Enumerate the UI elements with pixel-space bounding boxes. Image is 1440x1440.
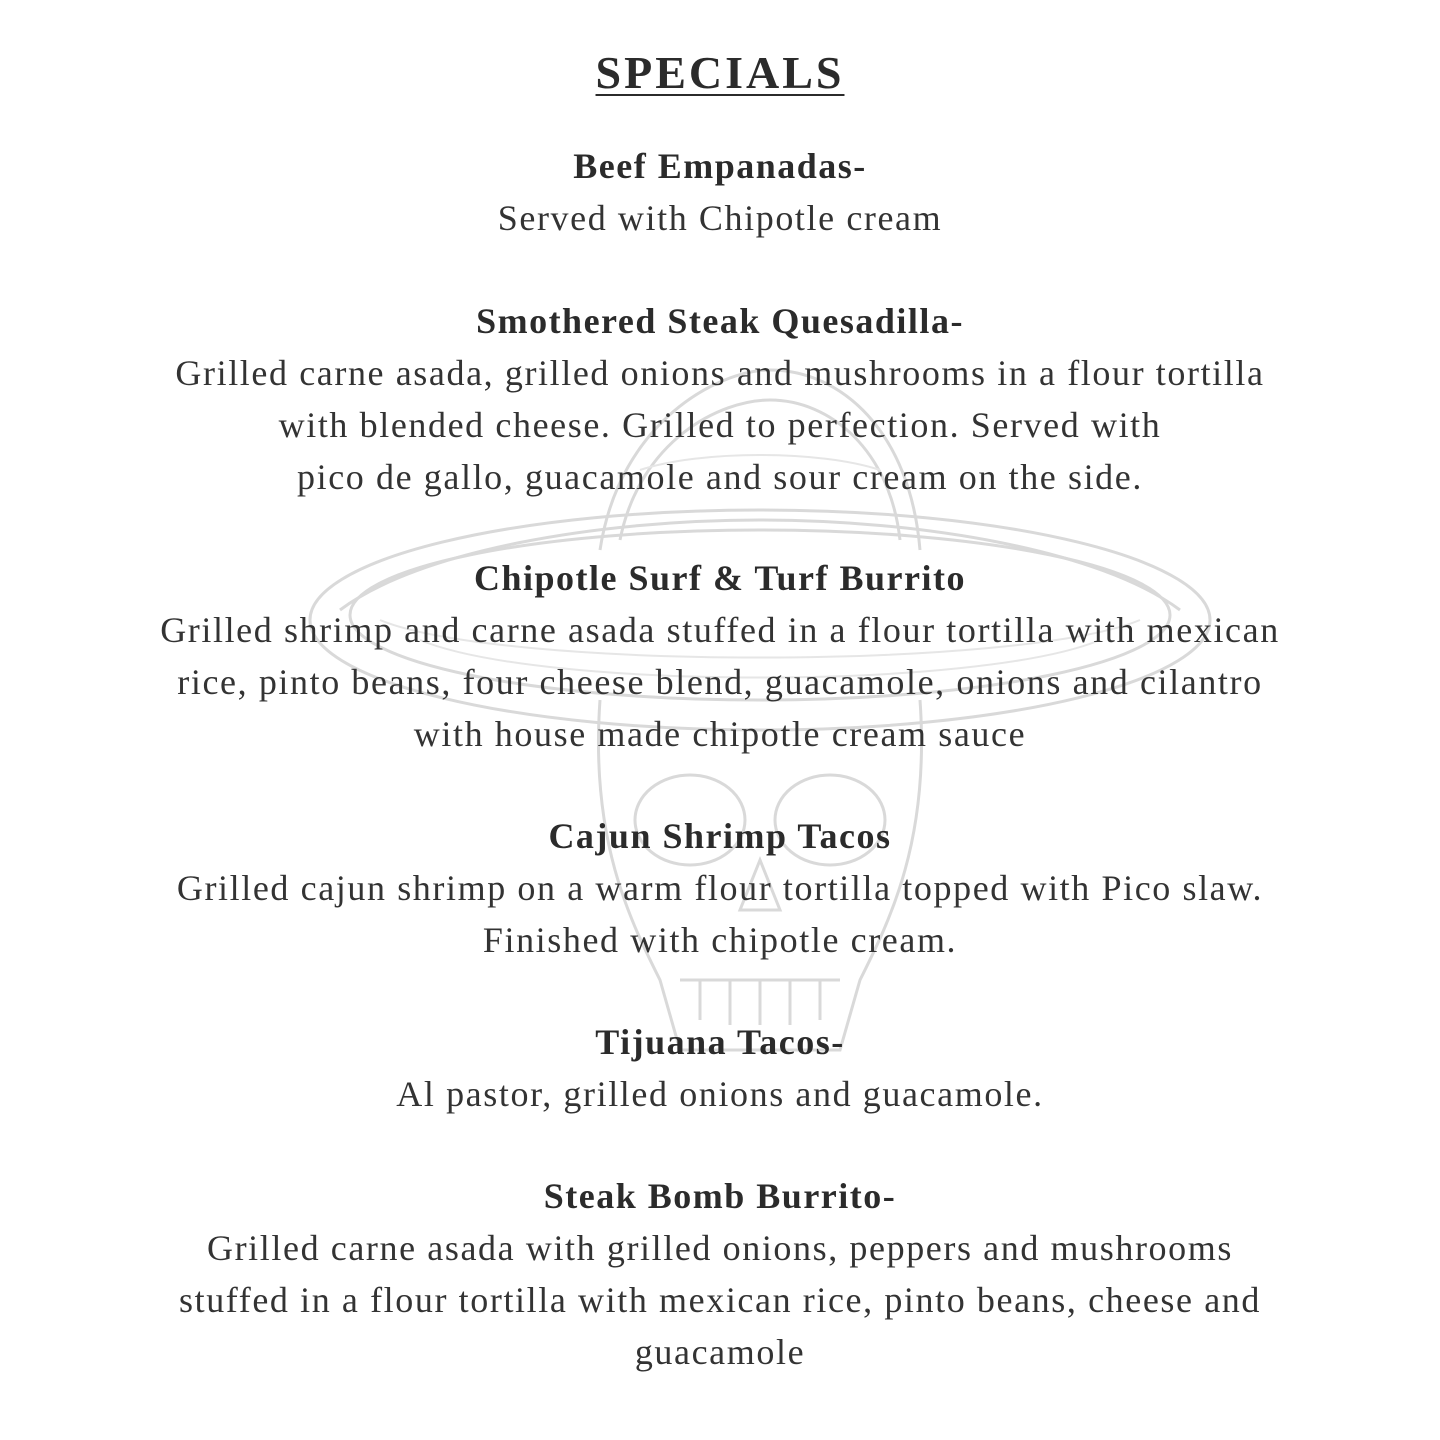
item-description-line: rice, pinto beans, four cheese blend, guacamole, onions and cilantro xyxy=(177,662,1263,702)
item-description-line: Grilled carne asada, grilled onions and mushrooms in a flour tortilla xyxy=(175,353,1265,393)
menu-item-beef-empanadas xyxy=(0,140,1440,244)
item-description-line: pico de gallo, guacamole and sour cream on the side. xyxy=(297,457,1143,497)
item-name: Tijuana Tacos- xyxy=(595,1022,845,1062)
item-name: Smothered Steak Quesadilla- xyxy=(476,301,964,341)
item-description-line: stuffed in a flour tortilla with mexican rice, pinto beans, cheese and xyxy=(178,1280,1261,1320)
item-description-line: Grilled cajun shrimp on a warm flour tortilla topped with Pico slaw. xyxy=(176,868,1264,908)
item-name: Beef Empanadas- xyxy=(573,146,867,186)
item-description-line: Served with Chipotle cream xyxy=(497,198,943,238)
item-description-line: guacamole xyxy=(634,1332,806,1372)
item-description-line: Grilled carne asada with grilled onions, peppers and mushrooms xyxy=(207,1228,1233,1268)
menu-item-smothered-steak-quesadilla xyxy=(0,295,1440,503)
menu-item-tijuana-tacos xyxy=(0,1016,1440,1120)
menu-item-steak-bomb-burrito xyxy=(0,1170,1440,1378)
item-description-line: Al pastor, grilled onions and guacamole. xyxy=(396,1074,1044,1114)
menu-item-chipotle-surf-turf-burrito xyxy=(0,552,1440,760)
item-description-line: with blended cheese. Grilled to perfection. Served with xyxy=(278,405,1162,445)
menu-title: SPECIALS xyxy=(595,47,845,98)
item-name: Cajun Shrimp Tacos xyxy=(548,816,892,856)
menu-item-cajun-shrimp-tacos xyxy=(0,810,1440,966)
item-description-line: with house made chipotle cream sauce xyxy=(413,714,1027,754)
item-name: Chipotle Surf & Turf Burrito xyxy=(473,558,967,598)
item-description-line: Grilled shrimp and carne asada stuffed in a flour tortilla with mexican xyxy=(160,610,1280,650)
item-description-line: Finished with chipotle cream. xyxy=(482,920,958,960)
item-name: Steak Bomb Burrito- xyxy=(543,1176,897,1216)
